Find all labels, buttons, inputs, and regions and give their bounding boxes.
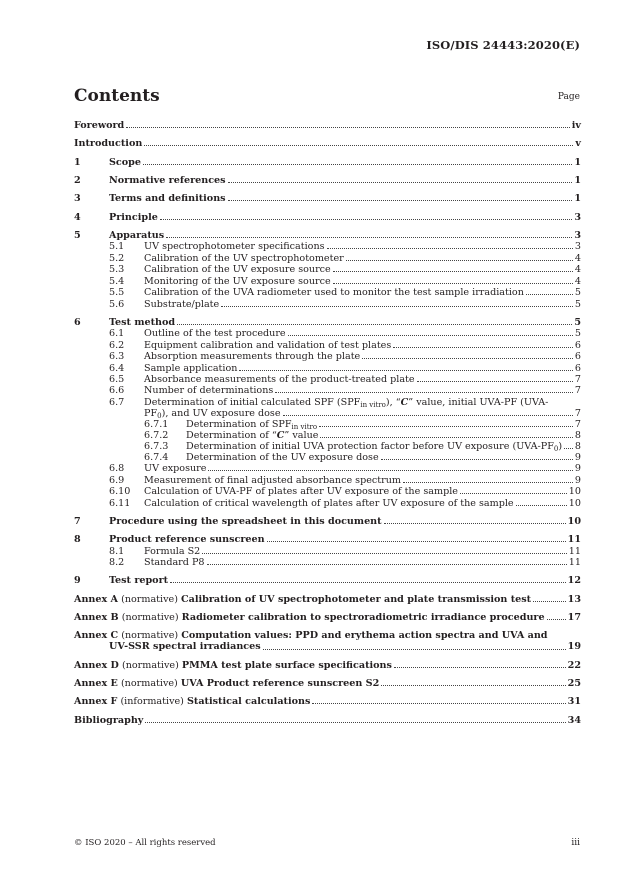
toc-entry-5-1[interactable] <box>74 241 581 252</box>
toc-page-number: 10 <box>567 515 581 527</box>
toc-page-number: 19 <box>567 641 581 653</box>
clause-number: 7 <box>74 515 81 527</box>
clause-number: 6.11 <box>109 497 131 509</box>
clause-number: 6.5 <box>109 373 125 385</box>
toc-entry-8-2[interactable] <box>74 557 581 568</box>
toc-entry-6-10[interactable] <box>74 486 581 497</box>
toc-page-number: 5 <box>574 298 581 310</box>
leader-dots <box>333 271 573 272</box>
toc-page-number: 6 <box>574 351 581 363</box>
toc-entry-text: Procedure using the spreadsheet in this document <box>109 515 382 527</box>
toc-page-number: 7 <box>574 385 581 397</box>
page-column-label: Page <box>557 92 580 102</box>
leader-dots <box>177 324 572 325</box>
toc-page-number: 12 <box>567 575 581 587</box>
toc-page-number: 5 <box>574 287 581 299</box>
toc-entry-5-4[interactable] <box>74 276 581 287</box>
leader-dots <box>333 283 573 284</box>
leader-dots <box>170 582 566 583</box>
toc-entry-text: Annex B (normative) Radiometer calibration to spectroradiometric irradiance procedure <box>74 612 545 624</box>
clause-number: 5.2 <box>109 252 125 264</box>
toc-entry-5-5[interactable] <box>74 287 581 298</box>
toc-entry-annex-b[interactable] <box>74 612 581 623</box>
toc-entry-text: Substrate/plate <box>144 298 220 310</box>
leader-dots <box>384 523 566 524</box>
toc-entry-text: Calculation of critical wavelength of plates after UV exposure of the sample <box>144 497 514 509</box>
leader-dots <box>381 685 565 686</box>
clause-number: 5 <box>74 229 81 241</box>
leader-dots <box>564 448 573 449</box>
clause-number: 6.7.4 <box>144 451 169 463</box>
toc-entry-6-7[interactable] <box>74 397 581 408</box>
toc-entry-text: Bibliography <box>74 714 144 726</box>
document-id-header: ISO/DIS 24443:2020(E) <box>426 38 580 52</box>
leader-dots <box>202 553 566 554</box>
toc-page-number: v <box>575 138 581 150</box>
clause-number: 6.10 <box>109 486 131 498</box>
toc-entry-4[interactable] <box>74 212 581 223</box>
clause-number: 6.3 <box>109 351 125 363</box>
toc-entry-text: Annex A (normative) Calibration of UV spectrophotometer and plate transmission test <box>74 593 532 605</box>
toc-entry-3[interactable] <box>74 193 581 204</box>
leader-dots <box>516 505 567 506</box>
clause-number: 6.7.3 <box>144 440 169 452</box>
clause-number: 8.1 <box>109 545 125 557</box>
clause-number: 6.4 <box>109 362 125 374</box>
toc-entry-text: Terms and definitions <box>109 193 226 205</box>
leader-dots <box>403 482 573 483</box>
leader-dots <box>228 182 573 183</box>
leader-dots <box>143 164 572 165</box>
leader-dots <box>283 415 573 416</box>
toc-entry-text: Calibration of the UVA radiometer used to monitor the test sample irradiation <box>144 287 524 299</box>
toc-page-number: 1 <box>574 156 581 168</box>
toc-entry-text: Absorbance measurements of the product-treated plate <box>144 373 415 385</box>
toc-entry-text: Test method <box>109 316 176 328</box>
clause-number: 9 <box>74 575 81 587</box>
toc-entry-text-line2: $PF_0$), and UV exposure dose <box>144 407 281 420</box>
toc-page-number: 3 <box>574 241 581 253</box>
toc-entry-text: UV exposure <box>144 463 207 475</box>
toc-page-number: 7 <box>574 373 581 385</box>
clause-number: 5.5 <box>109 287 125 299</box>
toc-page-number: 9 <box>574 463 581 475</box>
clause-number: 6.7.2 <box>144 429 169 441</box>
toc-entry-text: Measurement of final adjusted absorbance spectrum <box>144 474 402 486</box>
leader-dots <box>393 347 573 348</box>
leader-dots <box>312 703 565 704</box>
clause-number: 8.2 <box>109 557 125 569</box>
clause-number: 6.9 <box>109 474 125 486</box>
clause-number: 6.6 <box>109 385 125 397</box>
toc-entry-6-6[interactable] <box>74 385 581 396</box>
toc-entry-6-7-4[interactable] <box>74 452 581 463</box>
toc-page-number: 1 <box>574 193 581 205</box>
leader-dots <box>166 237 572 238</box>
leader-dots <box>267 541 566 542</box>
toc-entry-annex-a[interactable] <box>74 594 581 605</box>
leader-dots <box>319 426 573 427</box>
toc-page-number: 5 <box>574 316 581 328</box>
toc-entry-text-line1: Annex C (normative) Computation values: PPD and erythema action spectra and UVA and <box>74 630 548 642</box>
toc-entry-text: Annex F (informative) Statistical calculations <box>74 696 311 708</box>
clause-number: 5.3 <box>109 264 125 276</box>
toc-page-number: 1 <box>574 174 581 186</box>
toc-entry-8[interactable] <box>74 534 581 545</box>
toc-page-number: 6 <box>574 339 581 351</box>
toc-page-number: 3 <box>574 229 581 241</box>
toc-page-number: 9 <box>574 474 581 486</box>
clause-number: 5.6 <box>109 298 125 310</box>
toc-entry-text: Formula S2 <box>144 545 201 557</box>
toc-entry-annex-d[interactable] <box>74 660 581 671</box>
toc-entry-6[interactable] <box>74 317 581 328</box>
leader-dots <box>417 381 573 382</box>
leader-dots <box>288 335 573 336</box>
toc-page-number: 25 <box>567 678 581 690</box>
toc-entry-6-3[interactable] <box>74 351 581 362</box>
toc-entry-6-5[interactable] <box>74 374 581 385</box>
toc-entry-text: Calibration of the UV exposure source <box>144 264 331 276</box>
leader-dots <box>228 200 573 201</box>
toc-entry-7[interactable] <box>74 516 581 527</box>
toc-entry-text: Introduction <box>74 138 143 150</box>
toc-page-number: 8 <box>574 440 581 452</box>
leader-dots <box>275 392 573 393</box>
toc-entry-text: Determination of initial UVA protection factor before UV exposure $(UVA-PF_0)$ <box>186 440 563 453</box>
toc-entry-text: Annex E (normative) UVA Product reference sunscreen S2 <box>74 678 380 690</box>
toc-page-number: iv <box>571 120 581 131</box>
clause-number: 5.1 <box>109 241 125 253</box>
leader-dots <box>145 722 565 723</box>
toc-entry-text: Product reference sunscreen <box>109 534 265 546</box>
toc-entry-8-1[interactable] <box>74 546 581 557</box>
toc-page-number: 8 <box>574 429 581 441</box>
clause-number: 2 <box>74 174 81 186</box>
clause-number: 5.4 <box>109 275 125 287</box>
toc-entry-9[interactable] <box>74 575 581 586</box>
toc-page-number: 17 <box>567 612 581 624</box>
toc-entry-text: Scope <box>109 156 141 168</box>
toc-entry-5-3[interactable] <box>74 264 581 275</box>
toc-page-number: 9 <box>574 451 581 463</box>
toc-entry-text: Test report <box>109 575 169 587</box>
toc-page-number: 31 <box>567 696 581 708</box>
toc-entry-6-11[interactable] <box>74 498 581 509</box>
leader-dots <box>126 127 570 128</box>
clause-number: 1 <box>74 156 81 168</box>
toc-entry-text: Determination of $SPF_{in vitro}$ <box>186 418 318 431</box>
clause-number: 6.1 <box>109 328 125 340</box>
toc-page-number: 7 <box>574 418 581 430</box>
toc-page-number: 3 <box>574 211 581 223</box>
leader-dots <box>263 649 566 650</box>
leader-dots <box>533 601 566 602</box>
toc-page-number: 11 <box>567 534 581 546</box>
toc-page-number: 4 <box>574 252 581 264</box>
leader-dots <box>160 219 572 220</box>
clause-number: 6.7 <box>109 396 125 408</box>
clause-number: 4 <box>74 211 81 223</box>
copyright-footer: © ISO 2020 – All rights reserved <box>74 838 216 848</box>
clause-number: 3 <box>74 193 81 205</box>
leader-dots <box>239 370 572 371</box>
toc-entry-text: Apparatus <box>109 229 165 241</box>
toc-entry-6-2[interactable] <box>74 340 581 351</box>
clause-number: 6.2 <box>109 339 125 351</box>
page-number-footer: iii <box>571 838 580 848</box>
leader-dots <box>526 294 573 295</box>
toc-entry-text: Sample application <box>144 362 238 374</box>
leader-dots <box>346 260 573 261</box>
toc-page-number: 11 <box>568 557 581 569</box>
toc-page-number: 4 <box>574 264 581 276</box>
toc-entry-annex-c[interactable] <box>74 630 581 641</box>
toc-entry-text-line1: Determination of initial calculated SPF $(SPF_{in vitro})$, “C” value, initial UVA-PF (UVA- <box>144 396 549 409</box>
toc-entry-annex-e[interactable] <box>74 678 581 689</box>
toc-entry-6-7-2[interactable] <box>74 430 581 441</box>
toc-entry-5-2[interactable] <box>74 253 581 264</box>
toc-page-number: 6 <box>574 362 581 374</box>
toc-entry-6-4[interactable] <box>74 363 581 374</box>
toc-entry-text: Normative references <box>109 174 226 186</box>
leader-dots <box>460 493 567 494</box>
leader-dots <box>208 470 572 471</box>
toc-entry-text-line2: UV-SSR spectral irradiances <box>109 641 261 653</box>
leader-dots <box>547 619 566 620</box>
toc-entry-bibliography[interactable] <box>74 715 581 726</box>
toc-page-number: 22 <box>567 659 581 671</box>
toc-entry-text: Monitoring of the UV exposure source <box>144 275 331 287</box>
toc-entry-6-7-continued[interactable] <box>74 408 581 419</box>
toc-page-number: 4 <box>574 275 581 287</box>
toc-entry-text: Foreword <box>74 120 125 131</box>
leader-dots <box>327 248 573 249</box>
toc-page-number: 5 <box>574 328 581 340</box>
toc-entry-5[interactable] <box>74 230 581 241</box>
toc-page-number: 7 <box>574 407 581 419</box>
leader-dots <box>394 667 566 668</box>
toc-entry-foreword[interactable] <box>74 120 581 131</box>
toc-entry-text: UV spectrophotometer specifications <box>144 241 325 253</box>
clause-number: 8 <box>74 534 81 546</box>
toc-entry-6-7-3[interactable] <box>74 441 581 452</box>
leader-dots <box>381 459 573 460</box>
leader-dots <box>362 358 573 359</box>
leader-dots <box>207 564 567 565</box>
toc-entry-text: Outline of the test procedure <box>144 328 286 340</box>
toc-entry-text: Determination of “C” value <box>186 429 319 441</box>
toc-entry-text: Calculation of UVA-PF of plates after UV exposure of the sample <box>144 486 458 498</box>
contents-heading: Contents <box>74 86 160 106</box>
toc-entry-1[interactable] <box>74 157 581 168</box>
toc-entry-text: Calibration of the UV spectrophotometer <box>144 252 344 264</box>
table-of-contents <box>74 120 581 726</box>
leader-dots <box>144 145 573 146</box>
toc-entry-text: Absorption measurements through the plate <box>144 351 361 363</box>
toc-entry-6-1[interactable] <box>74 328 581 339</box>
toc-page-number: 10 <box>568 497 581 509</box>
toc-entry-annex-f[interactable] <box>74 696 581 707</box>
toc-page-number: 34 <box>567 714 581 726</box>
clause-number: 6.8 <box>109 463 125 475</box>
toc-entry-text: Number of determinations <box>144 385 274 397</box>
toc-entry-6-7-1[interactable] <box>74 419 581 430</box>
toc-entry-6-8[interactable] <box>74 463 581 474</box>
toc-page-number: 11 <box>568 545 581 557</box>
toc-entry-introduction[interactable] <box>74 138 581 149</box>
toc-entry-text: Determination of the UV exposure dose <box>186 451 379 463</box>
toc-entry-5-6[interactable] <box>74 299 581 310</box>
toc-entry-text: Annex D (normative) PMMA test plate surface specifications <box>74 659 392 671</box>
clause-number: 6.7.1 <box>144 418 169 430</box>
toc-page-number: 13 <box>567 593 581 605</box>
toc-entry-text: Equipment calibration and validation of test plates <box>144 339 392 351</box>
toc-entry-text: Standard P8 <box>144 557 205 569</box>
toc-entry-6-9[interactable] <box>74 475 581 486</box>
clause-number: 6 <box>74 316 81 328</box>
leader-dots <box>320 437 572 438</box>
toc-entry-annex-c-continued[interactable] <box>74 641 581 652</box>
leader-dots <box>221 306 573 307</box>
toc-entry-2[interactable] <box>74 175 581 186</box>
toc-entry-text: Principle <box>109 211 158 223</box>
toc-page-number: 10 <box>568 486 581 498</box>
